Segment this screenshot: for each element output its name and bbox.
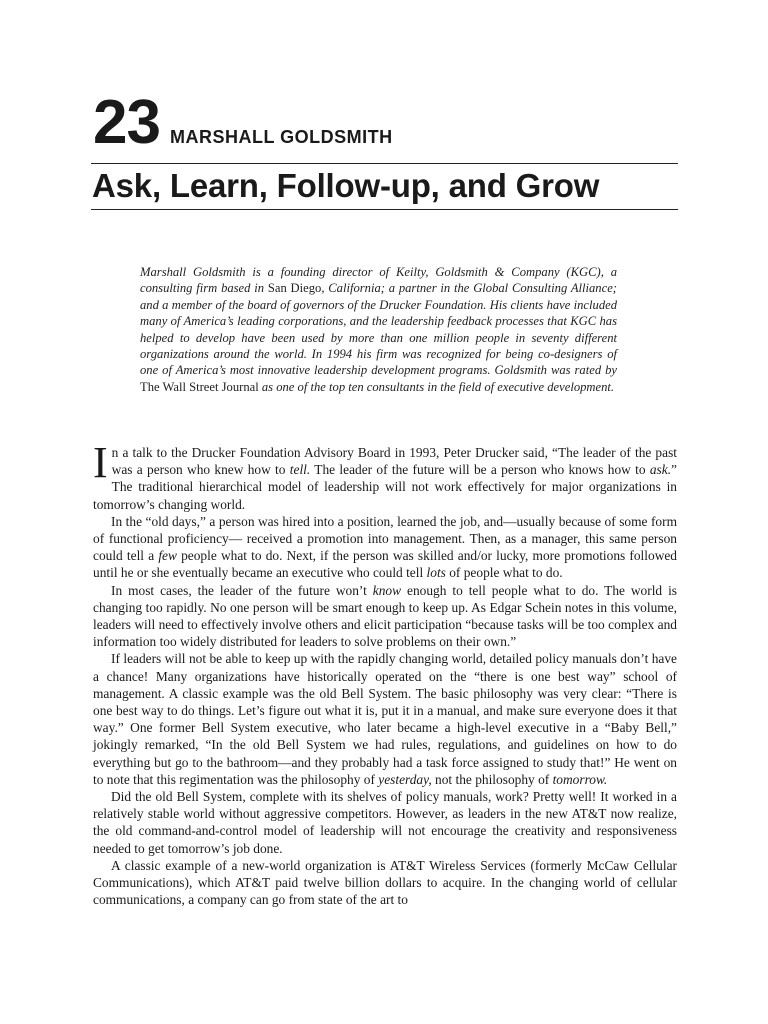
paragraph-text: of people what to do. bbox=[445, 565, 563, 581]
bio-place: San Diego bbox=[267, 281, 322, 296]
paragraph-text: ” The traditional hierarchical model of leadership will not work effectively for major organizations in tomorrow’s changing world. bbox=[93, 462, 677, 512]
emphasis: lots bbox=[426, 565, 446, 581]
paragraph bbox=[93, 438, 677, 513]
emphasis: few bbox=[158, 548, 177, 564]
chapter-author: MARSHALL GOLDSMITH bbox=[169, 127, 393, 147]
title-rule-bottom bbox=[91, 209, 678, 210]
paragraph-text: enough to tell people what to do. The world is changing too rapidly. No one person will be smart enough to keep up. As Edgar Schein notes in this volume, leaders will need to effectively involve others and elicit participation “because tasks will be too complex and information too widely distributed for leaders to solve problems on their own.” bbox=[93, 582, 678, 650]
paragraph: Did the old Bell System, complete with its shelves of policy manuals, work? Pretty well! It worked in a relatively stable world without aggressive competitors. However, as leaders in the new AT&T now realize, the old command-and-control model of leadership will not encourage the creativity and responsiveness needed to get tomorrow’s job done. bbox=[93, 789, 677, 856]
chapter-title: Ask, Learn, Follow-up, and Grow bbox=[92, 167, 600, 204]
paragraph-text: n a talk to the Drucker Foundation Advisory Board in 1993, Peter Drucker said, “The leader of the past was a person who knew how to bbox=[111, 445, 677, 478]
paragraph-text: The leader of the future will be a person who knows how to bbox=[310, 462, 650, 478]
chapter-body bbox=[93, 438, 678, 908]
paragraph-text: In the “old days,” a person was hired into a position, learned the job, and—usually because of some form of functional proficiency— received a promotion into management. Then, as a manager, this same person could tell a bbox=[93, 513, 677, 564]
paragraph-text: people what to do. Next, if the person was skilled and/or lucky, more promotions followed until he or she eventually became an executive who could tell bbox=[93, 548, 678, 581]
paragraph bbox=[93, 650, 677, 788]
paragraph: A classic example of a new-world organization is AT&T Wireless Services (formerly McCaw Cellular Communications), which AT&T paid twelve billion dollars to acquire. In the changing world of cellular communications, a company can go from state of the art to bbox=[93, 857, 677, 908]
paragraph bbox=[93, 513, 677, 582]
paragraph-text: If leaders will not be able to keep up with the rapidly changing world, detailed policy manuals don’t have a chance! Many organizations have historically operated on the “there is one best way” school of management. A classic example was the old Bell System. The basic philosophy was very clear: “There is one best way to do things. Let’s figure out what it is, put it in a manual, and make sure everyone does it that way.” One former Bell System executive, who later became a high-level executive in a “Baby Bell,” jokingly remarked, “In the old Bell System we had rules, regulations, and guidelines on how to do everything but go to the bathroom—and they probably had a task force assigned to study that!” He went on to note that this regimentation was the philosophy of bbox=[93, 651, 677, 787]
paragraph bbox=[93, 582, 677, 651]
emphasis: ask. bbox=[649, 462, 672, 478]
emphasis: tomorrow. bbox=[552, 771, 608, 787]
bio-publication: The Wall Street Journal bbox=[140, 379, 259, 394]
emphasis: yesterday, bbox=[378, 771, 432, 787]
paragraph-text: In most cases, the leader of the future won’t bbox=[111, 582, 373, 598]
emphasis: tell. bbox=[289, 462, 311, 478]
drop-cap: I bbox=[93, 438, 108, 487]
title-rule-top bbox=[91, 163, 678, 164]
bio-text: as one of the top ten consultants in the field of executive development. bbox=[258, 379, 615, 394]
bio-text: , California; a partner in the Global Consulting Alliance; and a member of the board of governors of the Drucker Foundation. His clients have included many of America’s leading corporations, and the leadership feedback processes that KGC has helped to develop have been used by more than one million people in seventy different organizations around the world. In 1994 his firm was recognized for being co-designers of one of America’s most innovative leadership development programs. Goldsmith was rated by bbox=[140, 281, 617, 378]
chapter-number: 23 bbox=[93, 88, 160, 157]
emphasis: know bbox=[372, 582, 402, 598]
chapter-heading bbox=[93, 88, 677, 157]
bio-text: Marshall Goldsmith is a founding director of Keilty, Goldsmith & Company (KGC), a consulting firm based in bbox=[140, 265, 617, 296]
author-bio bbox=[140, 264, 617, 395]
paragraph-text: not the philosophy of bbox=[431, 771, 553, 787]
